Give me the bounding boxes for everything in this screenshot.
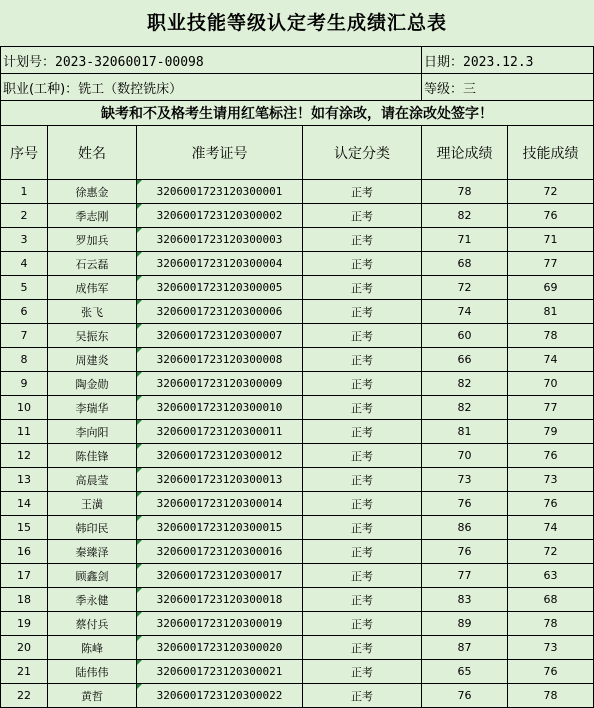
cell-skill[interactable]: 74 [508,348,594,372]
exam-date[interactable]: 日期：2023.12.3 [422,47,594,74]
cell-skill[interactable]: 76 [508,204,594,228]
table-row [1,180,594,204]
cell-index[interactable]: 2 [1,204,48,228]
cell-name[interactable]: 高晨莹 [48,468,137,492]
cell-skill[interactable]: 73 [508,468,594,492]
cell-theory[interactable]: 76 [422,540,508,564]
cell-ticket[interactable]: 3206001723120300007 [137,324,303,348]
cell-index[interactable]: 18 [1,588,48,612]
cell-skill[interactable]: 81 [508,300,594,324]
table-row [1,396,594,420]
cell-category[interactable]: 正考 [303,372,422,396]
cell-index[interactable]: 9 [1,372,48,396]
cell-theory[interactable]: 78 [422,180,508,204]
cell-skill[interactable]: 68 [508,588,594,612]
cell-note-marker [137,396,142,401]
table-row [1,228,594,252]
cell-index[interactable]: 4 [1,252,48,276]
cell-skill[interactable]: 72 [508,540,594,564]
cell-name[interactable]: 季志刚 [48,204,137,228]
cell-note-marker [137,516,142,521]
cell-index[interactable]: 19 [1,612,48,636]
cell-name[interactable]: 李瑞华 [48,396,137,420]
cell-ticket[interactable]: 3206001723120300013 [137,468,303,492]
cell-index[interactable]: 5 [1,276,48,300]
cell-index[interactable]: 6 [1,300,48,324]
cell-index[interactable]: 17 [1,564,48,588]
info-row-2 [1,74,594,101]
cell-name[interactable]: 顾鑫剑 [48,564,137,588]
sheet-title: 职业技能等级认定考生成绩汇总表 [146,12,447,34]
cell-category[interactable]: 正考 [303,588,422,612]
table-row [1,204,594,228]
cell-ticket[interactable]: 3206001723120300017 [137,564,303,588]
cell-ticket[interactable]: 3206001723120300006 [137,300,303,324]
cell-note-marker [137,660,142,665]
cell-index[interactable]: 7 [1,324,48,348]
cell-ticket[interactable]: 3206001723120300010 [137,396,303,420]
cell-category[interactable]: 正考 [303,492,422,516]
cell-name[interactable]: 黄哲 [48,684,137,708]
cell-ticket[interactable]: 3206001723120300021 [137,660,303,684]
cell-note-marker [137,684,142,689]
cell-note-marker [137,180,142,185]
cell-skill[interactable]: 76 [508,660,594,684]
cell-theory[interactable]: 60 [422,324,508,348]
table-row [1,684,594,708]
level[interactable]: 等级：三 [422,74,594,101]
cell-name[interactable]: 成伟军 [48,276,137,300]
cell-category[interactable]: 正考 [303,204,422,228]
cell-name[interactable]: 吴振东 [48,324,137,348]
cell-theory[interactable]: 77 [422,564,508,588]
cell-skill[interactable]: 79 [508,420,594,444]
score-table [0,46,594,708]
cell-name[interactable]: 陶金勋 [48,372,137,396]
cell-skill[interactable]: 77 [508,396,594,420]
cell-note-marker [137,228,142,233]
cell-note-marker [137,588,142,593]
cell-category[interactable]: 正考 [303,540,422,564]
cell-skill[interactable]: 70 [508,372,594,396]
cell-category[interactable]: 正考 [303,660,422,684]
cell-name[interactable]: 秦臻泽 [48,540,137,564]
cell-name[interactable]: 张飞 [48,300,137,324]
cell-category[interactable]: 正考 [303,684,422,708]
cell-category[interactable]: 正考 [303,420,422,444]
cell-theory[interactable]: 70 [422,444,508,468]
cell-ticket[interactable]: 3206001723120300009 [137,372,303,396]
cell-category[interactable]: 正考 [303,612,422,636]
header-ticket[interactable]: 准考证号 [137,126,303,180]
occupation[interactable]: 职业(工种)：铣工（数控铣床） [1,74,422,101]
cell-theory[interactable]: 66 [422,348,508,372]
cell-theory[interactable]: 82 [422,372,508,396]
cell-skill[interactable]: 76 [508,444,594,468]
cell-ticket[interactable]: 3206001723120300018 [137,588,303,612]
cell-theory[interactable]: 76 [422,684,508,708]
cell-skill[interactable]: 63 [508,564,594,588]
cell-name[interactable]: 罗加兵 [48,228,137,252]
cell-category[interactable]: 正考 [303,444,422,468]
cell-note-marker [137,492,142,497]
cell-ticket[interactable]: 3206001723120300011 [137,420,303,444]
cell-name[interactable]: 陈峰 [48,636,137,660]
cell-ticket[interactable]: 3206001723120300016 [137,540,303,564]
cell-theory[interactable]: 83 [422,588,508,612]
header-skill[interactable]: 技能成绩 [508,126,594,180]
cell-name[interactable]: 王潢 [48,492,137,516]
cell-ticket[interactable]: 3206001723120300022 [137,684,303,708]
cell-name[interactable]: 周建炎 [48,348,137,372]
info-row-1 [1,47,594,74]
cell-name[interactable]: 韩印民 [48,516,137,540]
cell-category[interactable]: 正考 [303,252,422,276]
header-row [1,126,594,180]
table-row [1,492,594,516]
cell-name[interactable]: 季永健 [48,588,137,612]
cell-theory[interactable]: 82 [422,204,508,228]
cell-skill[interactable]: 78 [508,324,594,348]
cell-skill[interactable]: 71 [508,228,594,252]
cell-note-marker [137,612,142,617]
cell-skill[interactable]: 73 [508,636,594,660]
cell-note-marker [137,636,142,641]
cell-category[interactable]: 正考 [303,180,422,204]
cell-skill[interactable]: 74 [508,516,594,540]
cell-note-marker [137,372,142,377]
table-row [1,636,594,660]
cell-index[interactable]: 12 [1,444,48,468]
cell-index[interactable]: 15 [1,516,48,540]
cell-note-marker [137,444,142,449]
cell-ticket[interactable]: 3206001723120300008 [137,348,303,372]
cell-category[interactable]: 正考 [303,636,422,660]
cell-note-marker [137,468,142,473]
cell-name[interactable]: 蔡付兵 [48,612,137,636]
header-category[interactable]: 认定分类 [303,126,422,180]
cell-category[interactable]: 正考 [303,276,422,300]
note-row [1,101,594,126]
cell-index[interactable]: 22 [1,684,48,708]
cell-category[interactable]: 正考 [303,468,422,492]
cell-skill[interactable]: 72 [508,180,594,204]
table-row [1,588,594,612]
cell-note-marker [137,252,142,257]
table-row [1,348,594,372]
table-row [1,612,594,636]
cell-theory[interactable]: 74 [422,300,508,324]
cell-theory[interactable]: 73 [422,468,508,492]
cell-skill[interactable]: 78 [508,612,594,636]
cell-index[interactable]: 20 [1,636,48,660]
table-row [1,252,594,276]
cell-index[interactable]: 21 [1,660,48,684]
cell-theory[interactable]: 82 [422,396,508,420]
table-row [1,516,594,540]
cell-ticket[interactable]: 3206001723120300012 [137,444,303,468]
cell-ticket[interactable]: 3206001723120300003 [137,228,303,252]
table-row [1,660,594,684]
cell-skill[interactable]: 77 [508,252,594,276]
cell-note-marker [137,348,142,353]
cell-name[interactable]: 李向阳 [48,420,137,444]
cell-ticket[interactable]: 3206001723120300005 [137,276,303,300]
cell-category[interactable]: 正考 [303,516,422,540]
cell-name[interactable]: 石云磊 [48,252,137,276]
cell-index[interactable]: 8 [1,348,48,372]
cell-index[interactable]: 13 [1,468,48,492]
cell-note-marker [137,324,142,329]
cell-name[interactable]: 徐惠金 [48,180,137,204]
table-row [1,420,594,444]
cell-skill[interactable]: 69 [508,276,594,300]
cell-index[interactable]: 11 [1,420,48,444]
header-index[interactable]: 序号 [1,126,48,180]
cell-category[interactable]: 正考 [303,324,422,348]
cell-ticket[interactable]: 3206001723120300019 [137,612,303,636]
header-theory[interactable]: 理论成绩 [422,126,508,180]
cell-category[interactable]: 正考 [303,300,422,324]
cell-note-marker [137,540,142,545]
cell-note-marker [137,420,142,425]
table-row [1,372,594,396]
table-row [1,468,594,492]
instruction-note[interactable]: 缺考和不及格考生请用红笔标注！如有涂改，请在涂改处签字！ [1,101,594,126]
cell-ticket[interactable]: 3206001723120300015 [137,516,303,540]
cell-ticket[interactable]: 3206001723120300001 [137,180,303,204]
cell-category[interactable]: 正考 [303,348,422,372]
table-row [1,564,594,588]
cell-theory[interactable]: 72 [422,276,508,300]
cell-theory[interactable]: 71 [422,228,508,252]
cell-theory[interactable]: 86 [422,516,508,540]
cell-index[interactable]: 10 [1,396,48,420]
cell-name[interactable]: 陈佳锋 [48,444,137,468]
cell-theory[interactable]: 76 [422,492,508,516]
cell-index[interactable]: 1 [1,180,48,204]
cell-ticket[interactable]: 3206001723120300002 [137,204,303,228]
cell-theory[interactable]: 81 [422,420,508,444]
table-row [1,540,594,564]
table-row [1,300,594,324]
table-row [1,276,594,300]
cell-index[interactable]: 16 [1,540,48,564]
cell-ticket[interactable]: 3206001723120300004 [137,252,303,276]
cell-theory[interactable]: 68 [422,252,508,276]
table-row [1,324,594,348]
cell-note-marker [137,276,142,281]
cell-note-marker [137,204,142,209]
cell-index[interactable]: 14 [1,492,48,516]
cell-theory[interactable]: 89 [422,612,508,636]
cell-index[interactable]: 3 [1,228,48,252]
cell-skill[interactable]: 78 [508,684,594,708]
table-row [1,444,594,468]
plan-number[interactable]: 计划号：2023-32060017-00098 [1,47,422,74]
header-name[interactable]: 姓名 [48,126,137,180]
cell-skill[interactable]: 76 [508,492,594,516]
cell-theory[interactable]: 65 [422,660,508,684]
cell-category[interactable]: 正考 [303,564,422,588]
cell-name[interactable]: 陆伟伟 [48,660,137,684]
cell-note-marker [137,564,142,569]
cell-theory[interactable]: 87 [422,636,508,660]
cell-ticket[interactable]: 3206001723120300014 [137,492,303,516]
cell-category[interactable]: 正考 [303,396,422,420]
cell-ticket[interactable]: 3206001723120300020 [137,636,303,660]
cell-note-marker [137,300,142,305]
cell-category[interactable]: 正考 [303,228,422,252]
